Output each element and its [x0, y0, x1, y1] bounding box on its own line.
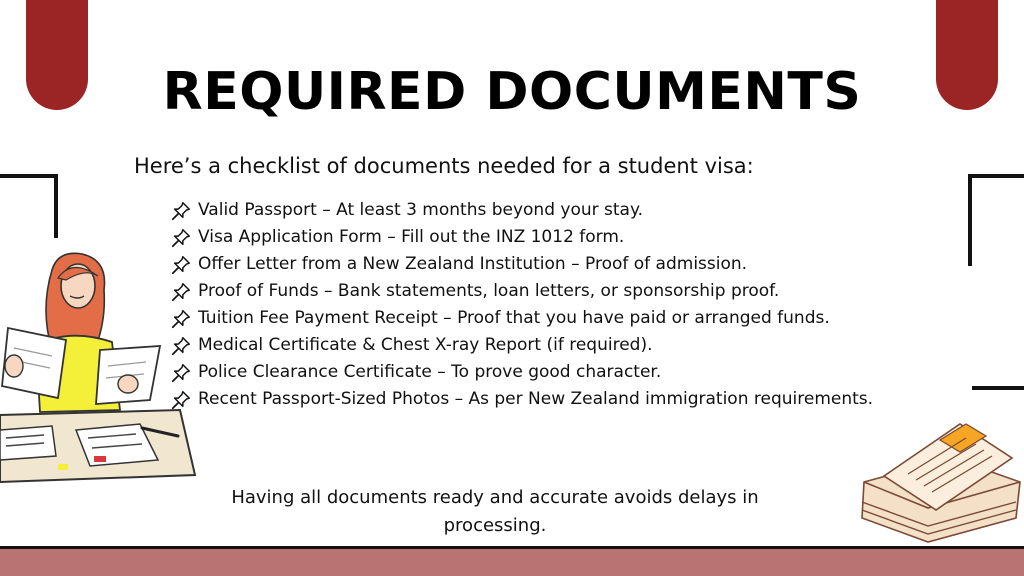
paper-stack-illustration	[856, 418, 1024, 546]
pushpin-icon	[170, 227, 192, 249]
list-item-text: Valid Passport – At least 3 months beyond your stay.	[198, 200, 644, 220]
decorative-bracket-left	[0, 174, 58, 238]
decorative-line-right	[972, 386, 1024, 390]
list-item-text: Visa Application Form – Fill out the INZ 1012 form.	[198, 227, 625, 247]
bottom-band	[0, 549, 1024, 576]
decorative-bracket-right	[968, 174, 1024, 266]
footer-note: Having all documents ready and accurate avoids delays in processing.	[231, 487, 759, 536]
list-item-text: Proof of Funds – Bank statements, loan letters, or sponsorship proof.	[198, 281, 780, 301]
list-item-text: Recent Passport-Sized Photos – As per New Zealand immigration requirements.	[198, 389, 874, 409]
list-item	[170, 386, 873, 413]
page-title: REQUIRED DOCUMENTS	[162, 62, 862, 122]
woman-reading-illustration	[0, 250, 200, 485]
list-item-text: Police Clearance Certificate – To prove good character.	[198, 362, 662, 382]
list-item-text: Offer Letter from a New Zealand Institution – Proof of admission.	[198, 254, 748, 274]
list-item	[170, 224, 873, 251]
list-item	[170, 332, 873, 359]
list-item-text: Tuition Fee Payment Receipt – Proof that you have paid or arranged funds.	[198, 308, 830, 328]
list-item	[170, 197, 873, 224]
list-item	[170, 359, 873, 386]
list-item	[170, 278, 873, 305]
list-item	[170, 305, 873, 332]
pushpin-icon	[170, 200, 192, 222]
list-item-text: Medical Certificate & Chest X-ray Report (if required).	[198, 335, 653, 355]
document-checklist	[170, 197, 873, 413]
intro-text: Here’s a checklist of documents needed for a student visa:	[134, 154, 754, 178]
list-item	[170, 251, 873, 278]
